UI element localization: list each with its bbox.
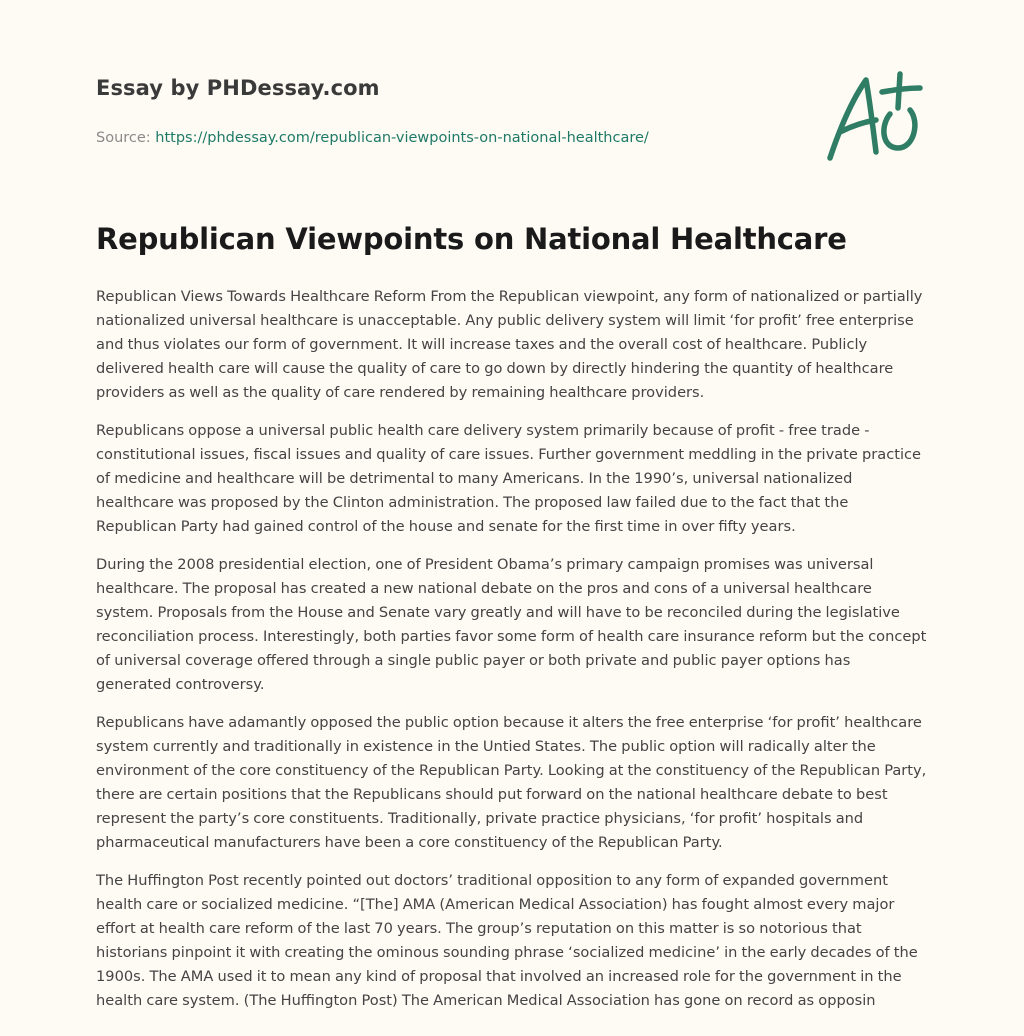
essay-paragraph: Republicans oppose a universal public health care delivery system primarily because of profit - free trade - constitutional issues, fiscal issues and quality of care issues. Further government meddling in the private practice of medicine and healthcare will be detrimental to many Americans. In the 1990’s, universal nationalized healthcare was proposed by the Clinton administration. The proposed law failed due to the fact that the Republican Party had gained control of the house and senate for the first time in over fifty years. <box>96 422 921 535</box>
essay-paragraph: During the 2008 presidential election, one of President Obama’s primary campaign promises was universal healthcare. The proposal has created a new national debate on the pros and cons of a universal healthcare system. Proposals from the House and Senate vary greatly and will have to be reconciled during the legislative reconciliation process. Interestingly, both parties favor some form of health care insurance reform but the concept of universal coverage offered through a single public payer or both private and public payer options has generated controversy. <box>96 556 927 693</box>
source-link[interactable]: https://phdessay.com/republican-viewpoints-on-national-healthcare/ <box>155 130 649 146</box>
essay-paragraph: The Huffington Post recently pointed out doctors’ traditional opposition to any form of expanded government health care or socialized medicine. “[The] AMA (American Medical Association) has fought almost every major effort at health care reform of the last 70 years. The group’s reputation on this matter is so notorious that historians pinpoint it with creating the ominous sounding phrase ‘socialized medicine’ in the early decades of the 1900s. The AMA used it to mean any kind of proposal that involved an increased role for the government in the health care system. (The Huffington Post) The American Medical Association has gone on record as opposin <box>96 872 918 1009</box>
a-plus-grade-logo-icon <box>818 66 930 166</box>
essay-paragraph: Republicans have adamantly opposed the public option because it alters the free enterprise ‘for profit’ healthcare system currently and traditionally in existence in the Untied States. The public option will radically alter the environment of the core constituency of the Republican Party. Looking at the constituency of the Republican Party, there are certain positions that the Republicans should put forward on the national healthcare debate to best represent the party’s core constituents. Traditionally, private practice physicians, ‘for profit’ hospitals and pharmaceutical manufacturers have been a core constituency of the Republican Party. <box>96 714 927 851</box>
site-brand: Essay by PHDessay.com <box>96 76 380 100</box>
essay-title: Republican Viewpoints on National Healthcare <box>96 222 847 256</box>
essay-paragraph: Republican Views Towards Healthcare Reform From the Republican viewpoint, any form of nationalized or partially nationalized universal healthcare is unacceptable. Any public delivery system will limit ‘for profit’ free enterprise and thus violates our form of government. It will increase taxes and the overall cost of healthcare. Publicly delivered health care will cause the quality of care to go down by directly hindering the quantity of healthcare providers as well as the quality of care rendered by remaining healthcare providers. <box>96 288 923 401</box>
essay-body <box>96 285 928 1027</box>
source-line <box>96 130 796 146</box>
essay-header <box>96 76 796 146</box>
source-label: Source: <box>96 130 151 146</box>
